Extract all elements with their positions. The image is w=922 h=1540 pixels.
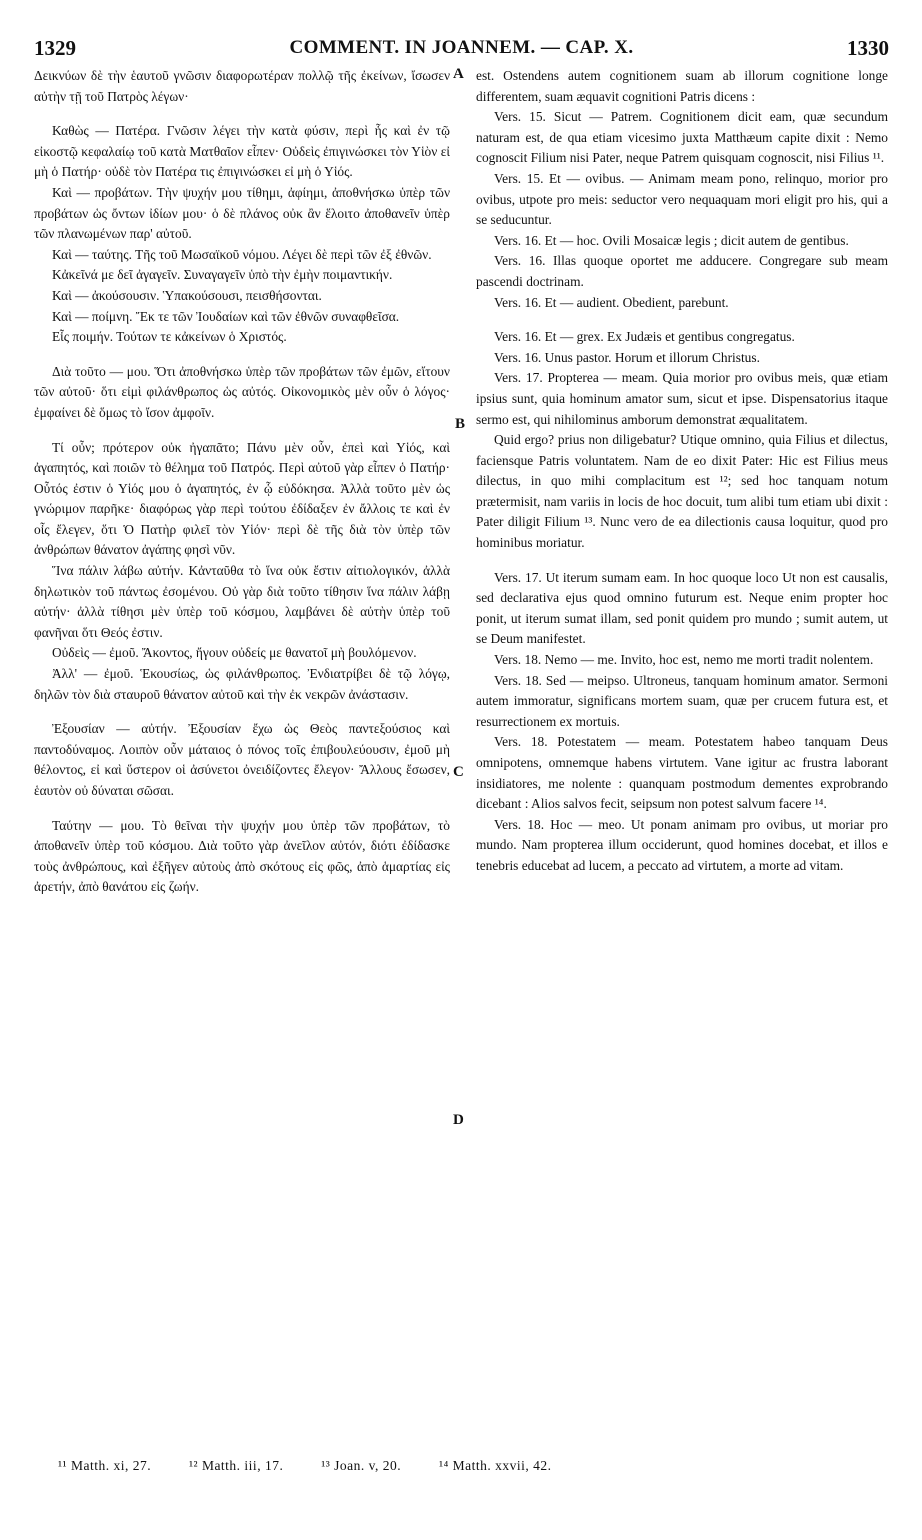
- latin-paragraph: Quid ergo? prius non diligebatur? Utique omnino, quia Filius et dilectus, faciensque Patris voluntatem. Nam de eo dixit Pater: Hic est Filius meus dilectus, in quo mihi complacitum est ¹²; sed hoc tanquam notum prætermisit, nam variis in locis de hoc docuit, tum alibi tum etiam ubi dixit : Pater diligit Filium ¹³. Nunc vero de ea dilectionis causa loquitur, quod pro hominibus moriatur.: [476, 432, 888, 551]
- greek-paragraph: Καὶ — ταύτης. Τῆς τοῦ Μωσαϊκοῦ νόμου. Λέγει δὲ περὶ τῶν ἐξ ἐθνῶν.: [52, 246, 432, 262]
- footnote: ¹¹ Matth. xi, 27.: [58, 1458, 152, 1473]
- greek-paragraph: Καὶ — προβάτων. Τὴν ψυχήν μου τίθημι, ἀφίημι, ἀποθνήσκω ὑπὲρ τῶν προβάτων ὡς ὄντων ἰδίων μου· ὁ δὲ πλάνος οὐκ ἂν ἕλοιτο ἀποθανεῖν ὑπὲρ τῶν πλανωμένων παρ' αὐτοῦ.: [34, 184, 450, 242]
- latin-column: [476, 66, 888, 877]
- greek-paragraph: Ἐξουσίαν — αὐτήν. Ἐξουσίαν ἔχω ὡς Θεὸς παντεξούσιος καὶ παντοδύναμος. Λοιπὸν οὖν μάταιος ὁ πόνος τοῖς ἐπιβουλεύουσιν, ἐμοῦ μὴ θέλοντος, εἰ καὶ ὕστερον οἱ ἀσύνετοι ὀνειδίζοντες ἔλεγον· Ἄλλους ἔσωσεν, ἑαυτὸν οὐ δύναται σῶσαι.: [34, 721, 450, 798]
- footnote: ¹⁴ Matth. xxvii, 42.: [439, 1458, 552, 1473]
- greek-paragraph: Ταύτην — μου. Τὸ θεῖναι τὴν ψυχήν μου ὑπὲρ τῶν προβάτων, τὸ ἀποθανεῖν ὑπὲρ τοῦ κόσμου. Διὰ τοῦτο γὰρ ἀνεῖλον αὐτόν, διότι ἐδίδασκε τοὺς ἀνθρώπους, καὶ ἐξῆγεν αὐτοὺς ἀπὸ σκότους εἰς φῶς, ἀπὸ ἁμαρτίας εἰς ἀρετήν, ἀπὸ θανάτου εἰς ζωήν.: [34, 817, 450, 895]
- latin-paragraph: Vers. 16. Illas quoque oportet me adducere. Congregare sub meam pascendi doctrinam.: [476, 253, 888, 289]
- latin-paragraph: Vers. 17. Ut iterum sumam eam. In hoc quoque loco Ut non est causalis, sed declarativa ejus quod omnino futurum est. Neque enim propter hoc ponit, ut iterum sumat illam, sed ponit quidem pro mundo ; sumit autem, ut se Deum manifestet.: [476, 569, 888, 647]
- greek-column: [34, 66, 450, 898]
- latin-paragraph: Vers. 15. Sicut — Patrem. Cognitionem dicit eam, quæ secundum naturam est, de qua etiam vicesimo juxta Matthæum capite dixit : Nemo cognoscit Filium nisi Pater, neque Patrem quisquam cognoscit, nisi Filius ¹¹.: [476, 109, 888, 166]
- footnote: ¹² Matth. iii, 17.: [188, 1458, 284, 1473]
- latin-paragraph: Vers. 18. Potestatem — meam. Potestatem habeo tanquam Deus omnipotens, omnemque habens virtutem. Vane igitur ac frustra laborant insidiatores, me nolente : quanquam postmodum dementes exprobrando dicebant : Alios salvos fecit, seipsum non potest salvum facere ¹⁴.: [476, 734, 888, 812]
- footnotes: [58, 1458, 858, 1474]
- margin-letter-d: D: [453, 1112, 464, 1128]
- greek-paragraph: Δεικνύων δὲ τὴν ἑαυτοῦ γνῶσιν διαφορωτέραν πολλῷ τῆς ἐκείνων, ἴσωσεν αὐτὴν τῇ τοῦ Πατρὸς λέγων·: [34, 68, 450, 104]
- greek-paragraph: Καὶ — ποίμνη. Ἔκ τε τῶν Ἰουδαίων καὶ τῶν ἐθνῶν συναφθεῖσα.: [52, 308, 400, 324]
- running-title: COMMENT. IN JOANNEM. — CAP. X.: [289, 37, 634, 58]
- latin-paragraph: est. Ostendens autem cognitionem suam ab illorum cognitione longe differentem, suam æquavit cognitioni Patris dicens :: [476, 68, 888, 104]
- page-number-right: 1330: [847, 36, 889, 60]
- latin-paragraph: Vers. 16. Et — hoc. Ovili Mosaicæ legis ; dicit autem de gentibus.: [494, 232, 849, 248]
- latin-paragraph: Vers. 16. Et — grex. Ex Judæis et gentibus congregatus.: [494, 329, 795, 345]
- margin-letter-a: A: [453, 66, 464, 82]
- greek-paragraph: Τί οὖν; πρότερον οὐκ ἠγαπᾶτο; Πάνυ μὲν οὖν, ἐπεὶ καὶ Υἱός, καὶ ἀγαπητός, καὶ ποιῶν τὸ θέλημα τοῦ Πατρός. Περὶ αὐτοῦ γὰρ εἶπεν ὁ Πατήρ· Οὗτός ἐστιν ὁ Υἱός μου ὁ ἀγαπητός, ἐν ᾧ εὐδόκησα. Ἀλλὰ τοῦτο μὲν ὡς γνώριμον παρῆκε· διαφόρως γὰρ περὶ τούτου ἐδίδαξεν ἐν ἄλλοις τε καὶ ἐν οἷς ἔλεγεν, ὅτι Ὁ Πατὴρ φιλεῖ τὸν Υἱόν· περὶ δὲ τῆς διὰ τὸν ὑπὲρ τῶν ἀνθρώπων θάνατον ἀγάπης φησὶ νῦν.: [34, 439, 450, 558]
- margin-letter-c: C: [453, 764, 464, 780]
- margin-letter-b: B: [455, 416, 466, 432]
- latin-paragraph: Vers. 18. Hoc — meo. Ut ponam animam pro ovibus, ut moriar pro mundo. Nam propterea illum occiderunt, quod homines docebat, et illos e tenebris educebat ad lucem, a peccato ad virtutem, a morte ad vitam.: [476, 816, 888, 873]
- greek-paragraph: Ἵνα πάλιν λάβω αὐτήν. Κἀνταῦθα τὸ ἵνα οὐκ ἔστιν αἰτιολογικόν, ἀλλὰ δηλωτικὸν τοῦ πάντως ἐσομένου. Οὐ γὰρ διὰ τοῦτο τίθησιν ἵνα πάλιν λάβῃ αὐτήν· ἀλλὰ τίθησι μὲν ὑπὲρ τοῦ κόσμου, λαμβάνει δὲ αὐτὴν ὑπὲρ τοῦ φανῆναι ὅτι Θεός ἐστιν.: [34, 563, 450, 640]
- latin-paragraph: Vers. 16. Unus pastor. Horum et illorum Christus.: [494, 349, 760, 365]
- greek-paragraph: Καθὼς — Πατέρα. Γνῶσιν λέγει τὴν κατὰ φύσιν, περὶ ἧς καὶ ἐν τῷ εἰκοστῷ κεφαλαίῳ τοῦ κατὰ Ματθαῖον εἶπεν· Οὐδεὶς ἐπιγινώσκει τὸν Υἱὸν εἰ μὴ ὁ Πατήρ· οὐδὲ τὸν Πατέρα τις ἐπιγινώσκει εἰ μὴ ὁ Υἱός.: [34, 123, 450, 180]
- latin-paragraph: Vers. 18. Sed — meipso. Ultroneus, tanquam hominum amator. Sermoni autem immoratur, significans mortem suam, quæ per crucem futura est, et resurrectionem ex mortuis.: [476, 672, 888, 729]
- greek-paragraph: Οὐδεὶς — ἐμοῦ. Ἄκοντος, ἤγουν οὐδείς με θανατοῖ μὴ βουλόμενον.: [52, 645, 417, 661]
- latin-paragraph: Vers. 15. Et — ovibus. — Animam meam pono, relinquo, morior pro ovibus, utpote pro meis: seductor vero nequaquam mori eligit pro his, qui a se seducuntur.: [476, 170, 888, 228]
- latin-paragraph: Vers. 17. Propterea — meam. Quia morior pro ovibus meis, quæ etiam ipsius sunt, quia hominum amator sum, sicut et ipse. Dispensatorius itaque sermo est, qui nihilominus amborum demonstrat æqualitatem.: [476, 370, 888, 427]
- greek-paragraph: Καὶ — ἀκούσουσιν. Ὑπακούσουσι, πεισθήσονται.: [52, 287, 322, 303]
- running-header: [34, 36, 889, 62]
- page-number-left: 1329: [34, 36, 76, 60]
- greek-paragraph: Διὰ τοῦτο — μου. Ὅτι ἀποθνήσκω ὑπὲρ τῶν προβάτων τῶν ἐμῶν, εἴτουν τῶν αὐτοῦ· ὅτι εἰμὶ φιλάνθρωπος ὡς αὐτός. Οἰκονομικὸς μὲν οὖν ὁ λόγος· ἐμφαίνει δὲ ὅμως τὸ ἴσον ἀμφοῖν.: [34, 363, 450, 420]
- footnote: ¹³ Joan. v, 20.: [321, 1458, 402, 1473]
- greek-paragraph: Εἷς ποιμήν. Τούτων τε κἀκείνων ὁ Χριστός.: [52, 329, 287, 345]
- latin-paragraph: Vers. 18. Nemo — me. Invito, hoc est, nemo me morti tradit nolentem.: [494, 652, 874, 668]
- latin-paragraph: Vers. 16. Et — audient. Obedient, parebunt.: [494, 294, 729, 310]
- greek-paragraph: Ἀλλ' — ἐμοῦ. Ἑκουσίως, ὡς φιλάνθρωπος. Ἐνδιατρίβει δὲ τῷ λόγῳ, δηλῶν τὸν διὰ σταυροῦ θάνατον αὐτοῦ καὶ τὴν ἐκ νεκρῶν ἀνάστασιν.: [34, 666, 450, 702]
- greek-paragraph: Κἀκεῖνά με δεῖ ἀγαγεῖν. Συναγαγεῖν ὑπὸ τὴν ἐμὴν ποιμαντικήν.: [52, 267, 393, 283]
